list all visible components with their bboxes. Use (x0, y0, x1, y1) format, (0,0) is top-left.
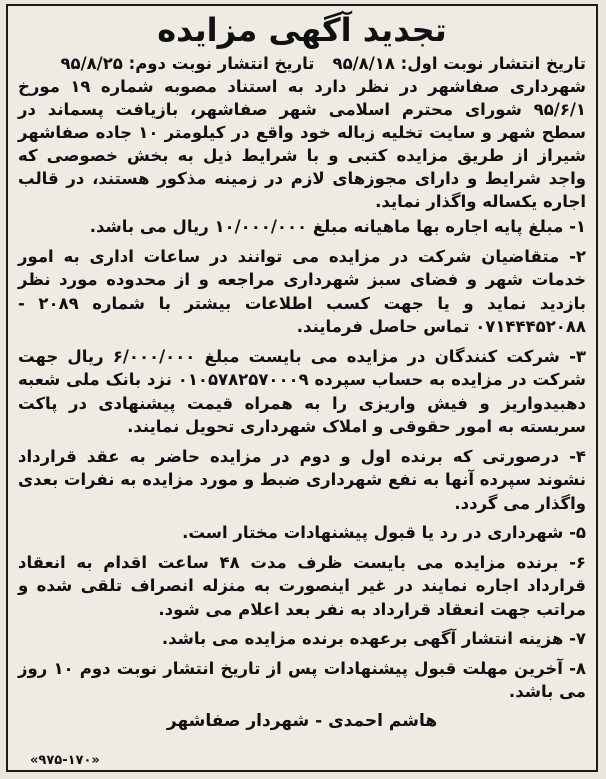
conditions-list (18, 215, 586, 704)
condition-item-1: ۱- مبلغ پایه اجاره بها ماهیانه مبلغ ۱۰/۰۰۰/۰۰۰ ریال می باشد. (89, 217, 586, 236)
intro-paragraph: شهرداری صفاشهر در نظر دارد به استناد مصوبه شماره ۱۹ مورخ ۹۵/۶/۱ شورای محترم اسلامی شهر صفاشهر، بازیافت پسماند در سطح شهر و سایت تخلیه زباله خود واقع در کیلومتر ۱۰ جاده صفاشهر شیراز از طریق مزایده کتبی و با شرایط ذیل به بخش خصوصی که واجد شرایط و دارای مجوزهای لازم در زمینه مذکور هستند، در قالب اجاره یکساله واگذار نماید. (18, 77, 587, 211)
condition-item-2: ۲- متقاضیان شرکت در مزایده می توانند در ساعات اداری به امور خدمات شهر و فضای سبز شهرداری مراجعه و از محدوده مورد نظر بازدید نماید و یا جهت کسب اطلاعات بیشتر با شماره ۲۰۸۹ - ۰۷۱۴۴۴۵۲۰۸۸ تماس حاصل فرمایند. (18, 246, 586, 336)
ad-code: «۹۷۵-۱۷۰» (30, 753, 100, 768)
condition-item-4: ۴- درصورتی که برنده اول و دوم در مزایده حاضر به عقد قرارداد نشوند سپرده آنها به نفع شهرداری ضبط و مورد مزایده به نفرات بعدی واگذار می گردد. (18, 446, 586, 513)
signature: هاشم احمدی - شهردار صفاشهر (166, 710, 438, 731)
second-publish-date: تاریخ انتشار نوبت دوم: ۹۵/۸/۲۵ (60, 54, 315, 73)
first-publish-date: تاریخ انتشار نوبت اول: ۹۵/۸/۱۸ (332, 54, 586, 73)
condition-item-6: ۶- برنده مزایده می بایست ظرف مدت ۴۸ ساعت اقدام به انعقاد قرارداد اجاره نمایند در غیر اینصورت به منزله انصراف تلقی شده و مراتب جهت انعقاد قرارداد به نفر بعد اعلام می شود. (18, 552, 586, 619)
condition-item-8: ۸- آخرین مهلت قبول پیشنهادات پس از تاریخ انتشار نوبت دوم ۱۰ روز می باشد. (18, 658, 586, 701)
condition-item-3: ۳- شرکت کنندگان در مزایده می بایست مبلغ ۶/۰۰۰/۰۰۰ ریال جهت شرکت در مزایده به حساب سپرده ۰۱۰۵۷۸۲۵۷۰۰۰۹ نزد بانک ملی شعبه دهبیدواریز و فیش واریزی را به همراه قیمت پیشنهادی در پاکت سربسته به امور حقوقی و املاک شهرداری تحویل نمایند. (18, 346, 586, 436)
publish-dates (18, 52, 586, 75)
notice-sheet (6, 4, 598, 772)
condition-item-7: ۷- هزینه انتشار آگهی برعهده برنده مزایده می باشد. (161, 629, 586, 648)
condition-item-5: ۵- شهرداری در رد یا قبول پیشنهادات مختار است. (182, 523, 586, 542)
notice-title: تجدید آگهی مزایده (157, 11, 447, 49)
